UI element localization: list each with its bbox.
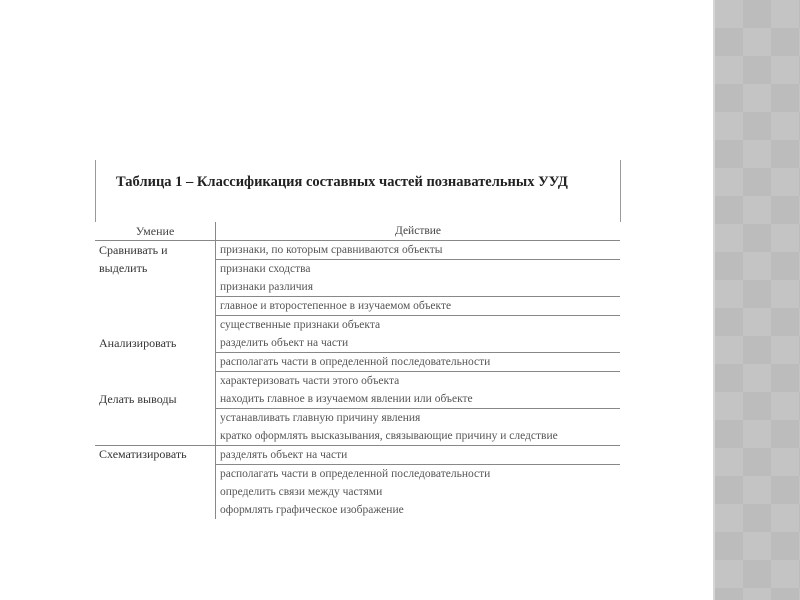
table-row	[95, 241, 620, 260]
action-cell: располагать части в определенной последовательности	[220, 468, 491, 480]
skill-conclude	[95, 372, 216, 446]
action-cell: характеризовать части этого объекта	[220, 375, 400, 387]
table-title-box	[95, 160, 621, 222]
action-cell: располагать части в определенной последовательности	[216, 353, 621, 372]
skill-label: Сравнивать и выделить	[99, 243, 168, 275]
action-cell: разделять объект на части	[216, 446, 621, 465]
action-cell: определить связи между частями	[220, 486, 383, 498]
action-cell: находить главное в изучаемом явлении или объекте	[216, 390, 621, 409]
action-cell: признаки различия	[216, 278, 621, 297]
action-cell: существенные признаки объекта	[220, 319, 381, 331]
table-row	[95, 316, 620, 335]
header-action: Действие	[216, 222, 621, 241]
classification-table	[95, 222, 620, 519]
action-cell: кратко оформлять высказывания, связывающие причину и следствие	[216, 427, 621, 446]
skill-schematize: Схематизировать	[95, 446, 216, 520]
action-cell: оформлять графическое изображение	[220, 504, 404, 516]
skill-compare	[95, 241, 216, 316]
table-header-row	[95, 222, 620, 241]
skill-analyze: Анализировать	[95, 316, 216, 372]
table-title: Таблица 1 – Классификация составных частей познавательных УУД	[116, 174, 568, 190]
action-cell: главное и второстепенное в изучаемом объекте	[216, 297, 621, 316]
action-cell: разделить объект на части	[216, 334, 621, 353]
action-cell: устанавливать главную причину явления	[220, 412, 421, 424]
table-row	[95, 372, 620, 391]
header-skill: Умение	[95, 222, 216, 241]
action-cell: признаки, по которым сравниваются объекты	[216, 241, 621, 260]
action-cell: признаки сходства	[220, 263, 311, 275]
decorative-side-pattern	[713, 0, 800, 600]
table-row	[95, 446, 620, 465]
skill-label: Делать выводы	[99, 391, 177, 406]
